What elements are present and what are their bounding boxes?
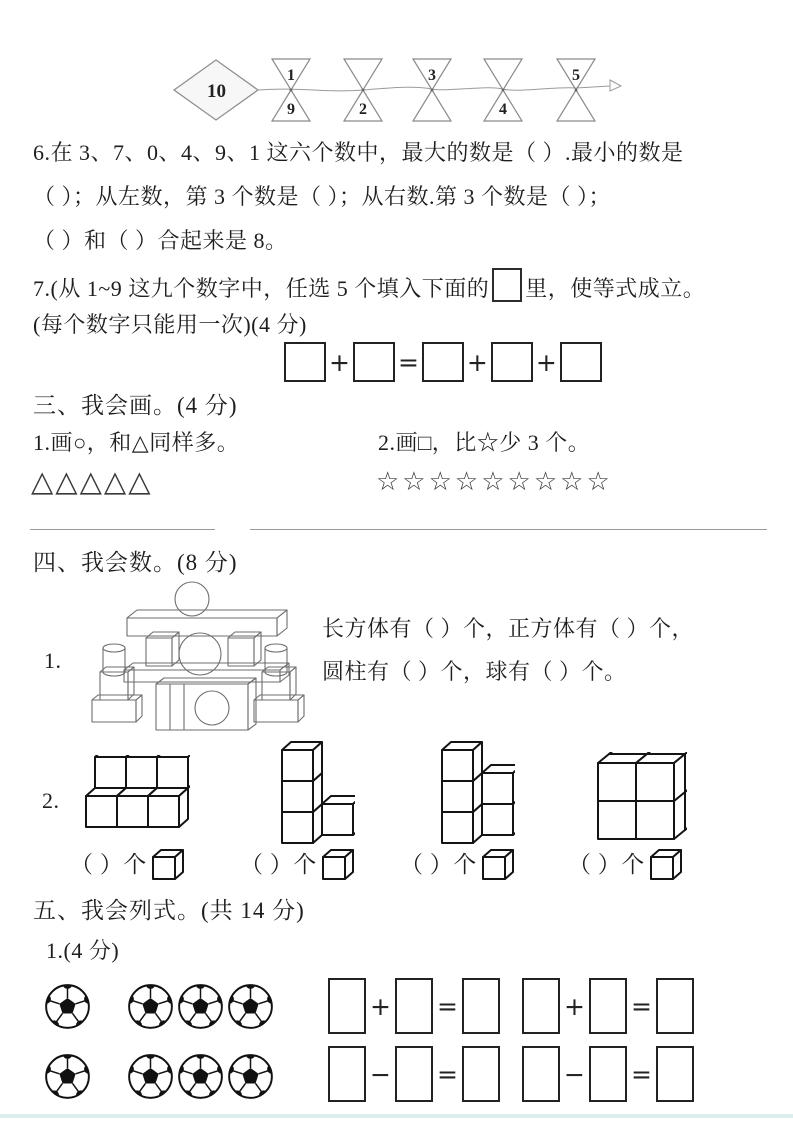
question7-equation-boxes [283, 342, 603, 382]
section4-item2-label: 2. [42, 788, 60, 813]
question6-line1: 6.在 3、7、0、4、9、1 这六个数中，最大的数是（ ）.最小的数是 [33, 140, 684, 165]
answer-box [656, 1046, 694, 1102]
answer-line-right [250, 529, 767, 530]
answer-box [284, 342, 326, 382]
soccer-ball-icon [177, 1053, 224, 1100]
answer-blank-label: （ ）个 [240, 851, 317, 877]
question7-text-after: 里，使等式成立。 [525, 276, 706, 301]
question7-text-before: 7.(从 1~9 这九个数字中，任选 5 个填入下面的 [33, 276, 490, 301]
soccer-ball-icon [127, 983, 174, 1030]
answer-box [462, 978, 500, 1034]
unit-cube-icon [151, 848, 185, 881]
answer-box [395, 1046, 433, 1102]
minus-operator: − [370, 1059, 391, 1089]
cube-figure-4 [596, 752, 687, 841]
equals-operator: = [630, 1059, 652, 1089]
answer-box [491, 342, 533, 382]
bow-2-bottom-number: 2 [359, 101, 367, 118]
soccer-ball-icon [127, 1053, 174, 1100]
section4-count-line1: 长方体有（ ）个，正方体有（ ）个， [322, 616, 695, 641]
question7-line2: (每个数字只能用一次)(4 分) [33, 312, 307, 337]
answer-box [395, 978, 433, 1034]
kite-value: 10 [207, 81, 226, 102]
soccer-ball-icon [177, 983, 224, 1030]
section3-title: 三、我会画。(4 分) [33, 393, 238, 418]
answer-blank-label: （ ）个 [568, 851, 645, 877]
triangle-row: △△△△△ [31, 464, 153, 498]
section5-title: 五、我会列式。(共 14 分) [33, 898, 305, 923]
equals-operator: = [436, 1059, 458, 1089]
answer-box [328, 1046, 366, 1102]
building-blocks-figure [80, 580, 310, 738]
answer-box [422, 342, 464, 382]
equation-group-1 [326, 978, 502, 1102]
star-row: ☆☆☆☆☆☆☆☆☆ [376, 467, 613, 497]
fill-in-box [492, 268, 522, 302]
equation-row [520, 1046, 696, 1102]
answer-box [353, 342, 395, 382]
question7-line1 [33, 268, 705, 302]
unit-cube-icon [321, 848, 355, 881]
equation-group-2 [520, 978, 696, 1102]
section3-item1: 1.画○，和△同样多。 [33, 430, 240, 455]
plus-operator: + [535, 347, 557, 377]
cube-count-answer-2 [240, 848, 355, 881]
unit-cube-icon [481, 848, 515, 881]
section4-count-line2: 圆柱有（ ）个，球有（ ）个。 [322, 659, 627, 684]
cube-figure-3 [440, 740, 515, 845]
section3-item2: 2.画□，比☆少 3 个。 [378, 430, 591, 455]
answer-box [522, 978, 560, 1034]
bow-5-top-number: 5 [572, 67, 580, 84]
unit-cube-icon [649, 848, 683, 881]
equation-row [326, 1046, 502, 1102]
soccer-ball-icon [44, 983, 91, 1030]
answer-box [328, 978, 366, 1034]
answer-box [589, 1046, 627, 1102]
cube-count-answer-3 [400, 848, 515, 881]
cube-figure-1 [84, 755, 190, 829]
equals-operator: = [630, 991, 652, 1021]
equation-row [520, 978, 696, 1034]
answer-line-left [30, 529, 215, 530]
bow-1-top-number: 1 [287, 67, 295, 84]
section5-item1-label: 1.(4 分) [46, 938, 120, 963]
question6-line3: （ ）和（ ）合起来是 8。 [33, 228, 288, 253]
equals-operator: = [397, 347, 419, 377]
soccer-ball-icon [44, 1053, 91, 1100]
minus-operator: − [564, 1059, 585, 1089]
answer-blank-label: （ ）个 [400, 851, 477, 877]
cube-figure-2 [280, 740, 355, 845]
bow-3-top-number: 3 [428, 67, 436, 84]
equals-operator: = [436, 991, 458, 1021]
page-bottom-accent [0, 1114, 793, 1118]
question6-line2: （ ）；从左数，第 3 个数是（ ）；从右数.第 3 个数是（ ）； [33, 184, 612, 209]
plus-operator: + [564, 991, 585, 1021]
plus-operator: + [466, 347, 488, 377]
answer-blank-label: （ ）个 [70, 851, 147, 877]
plus-operator: + [370, 991, 391, 1021]
bow-1-bottom-number: 9 [287, 101, 295, 118]
soccer-ball-icon [227, 983, 274, 1030]
section4-item1-label: 1. [44, 648, 62, 673]
kite-number-bonds-figure [158, 44, 638, 136]
cube-count-answer-1 [70, 848, 185, 881]
answer-box [522, 1046, 560, 1102]
section4-title: 四、我会数。(8 分) [33, 550, 238, 575]
answer-box [656, 978, 694, 1034]
answer-box [560, 342, 602, 382]
bow-4-bottom-number: 4 [499, 101, 507, 118]
answer-box [462, 1046, 500, 1102]
answer-box [589, 978, 627, 1034]
cube-count-answer-4 [568, 848, 683, 881]
equation-row [326, 978, 502, 1034]
soccer-ball-icon [227, 1053, 274, 1100]
plus-operator: + [329, 347, 350, 377]
